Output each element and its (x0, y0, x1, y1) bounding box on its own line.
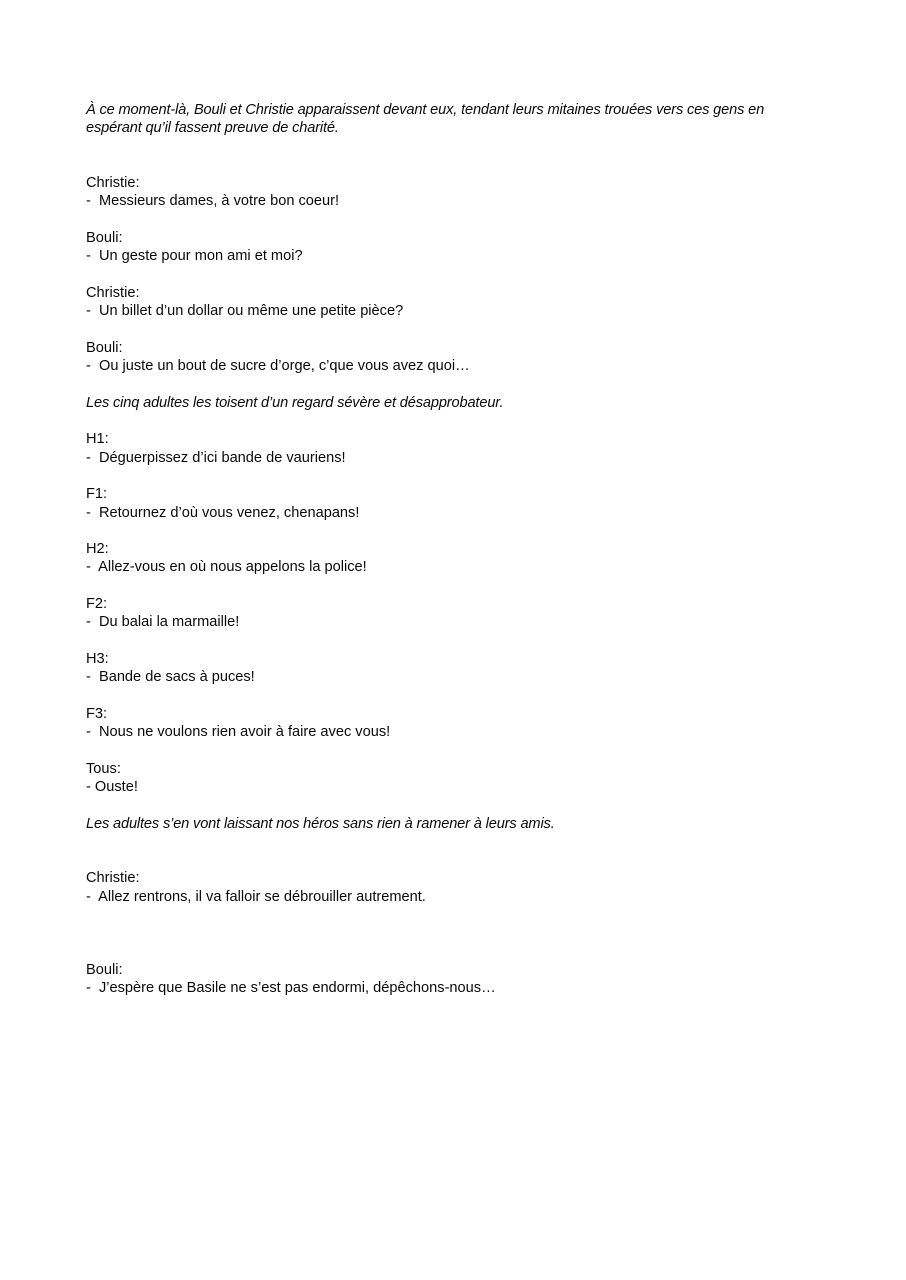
speaker-name: H2: (86, 541, 109, 558)
speech-block (86, 485, 826, 522)
spacer (86, 741, 826, 759)
dialogue-line: - Ouste! (86, 778, 138, 795)
speaker-name: Tous: (86, 760, 121, 777)
stage-direction-adults-leave: Les adultes s’en vont laissant nos héros sans rien à ramener à leurs amis. (86, 815, 555, 832)
spacer (86, 211, 826, 229)
speech-block (86, 760, 826, 797)
speech-block (86, 869, 826, 906)
spacer (86, 266, 826, 284)
script-body (86, 101, 826, 998)
speaker-name: H1: (86, 431, 109, 448)
speech-block (86, 174, 826, 211)
spacer (86, 138, 826, 175)
speaker-name: Bouli: (86, 339, 123, 356)
dialogue-line: - Messieurs dames, à votre bon coeur! (86, 193, 340, 210)
speech-block (86, 430, 826, 467)
spacer (86, 577, 826, 595)
spacer (86, 632, 826, 650)
speaker-name: F1: (86, 486, 108, 503)
spacer (86, 906, 826, 961)
speaker-name: Bouli: (86, 230, 123, 247)
speaker-name: F2: (86, 596, 108, 613)
spacer (86, 412, 826, 430)
spacer (86, 796, 826, 814)
dialogue-line: - Déguerpissez d’ici bande de vauriens! (86, 449, 346, 466)
dialogue-line: - Bande de sacs à puces! (86, 669, 255, 686)
spacer (86, 467, 826, 485)
dialogue-line: - Du balai la marmaille! (86, 614, 240, 631)
speech-block (86, 961, 826, 998)
speech-block (86, 540, 826, 577)
speech-block (86, 705, 826, 742)
dialogue-line: - Allez-vous en où nous appelons la police! (86, 559, 367, 576)
spacer (86, 375, 826, 393)
dialogue-line: - J’espère que Basile ne s’est pas endormi, dépêchons-nous… (86, 980, 496, 997)
speaker-name: Christie: (86, 175, 140, 192)
spacer (86, 522, 826, 540)
spacer (86, 687, 826, 705)
speech-block (86, 650, 826, 687)
speech-block (86, 284, 826, 321)
dialogue-line: - Un geste pour mon ami et moi? (86, 248, 303, 265)
stage-direction-adults-glare: Les cinq adultes les toisent d’un regard sévère et désapprobateur. (86, 394, 504, 411)
speaker-name: Bouli: (86, 962, 123, 979)
dialogue-line: - Un billet d’un dollar ou même une petite pièce? (86, 303, 404, 320)
speaker-name: H3: (86, 650, 109, 667)
stage-direction-intro: À ce moment-là, Bouli et Christie apparaissent devant eux, tendant leurs mitaines trouées vers ces gens en espérant qu’il fassent preuve de charité. (86, 102, 765, 137)
dialogue-line: - Retournez d’où vous venez, chenapans! (86, 504, 360, 521)
spacer (86, 321, 826, 339)
speech-block (86, 339, 826, 376)
speaker-name: Christie: (86, 870, 140, 887)
spacer (86, 833, 826, 870)
speaker-name: Christie: (86, 284, 140, 301)
dialogue-line: - Nous ne voulons rien avoir à faire avec vous! (86, 724, 391, 741)
speaker-name: F3: (86, 705, 108, 722)
speech-block (86, 229, 826, 266)
dialogue-line: - Ou juste un bout de sucre d’orge, c’que vous avez quoi… (86, 358, 470, 375)
speech-block (86, 595, 826, 632)
dialogue-line: - Allez rentrons, il va falloir se débrouiller autrement. (86, 888, 426, 905)
